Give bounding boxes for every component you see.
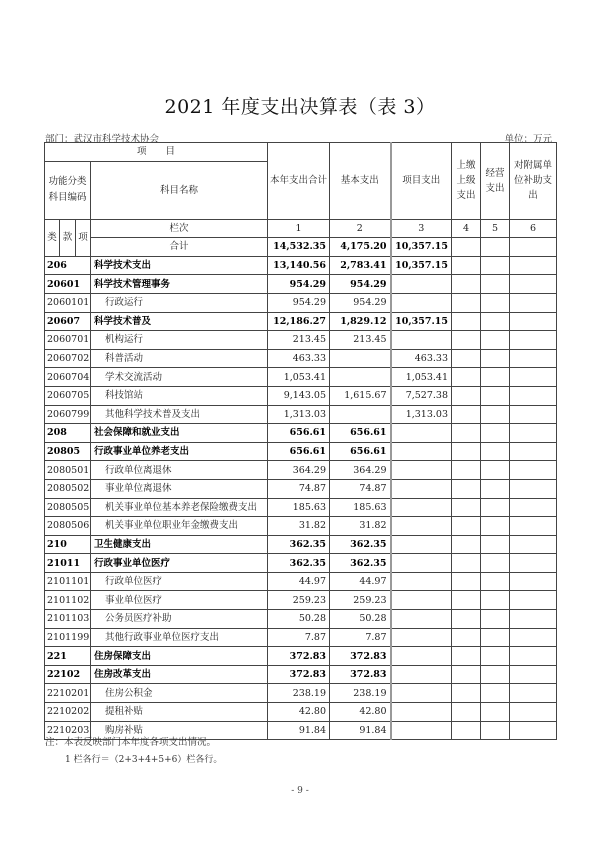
row-col-6 bbox=[510, 591, 557, 610]
row-col-3 bbox=[391, 498, 452, 517]
row-col-6 bbox=[510, 647, 557, 666]
table-row bbox=[45, 368, 557, 387]
row-col-1: 31.82 bbox=[268, 517, 330, 536]
table-row bbox=[45, 331, 557, 350]
row-col-5 bbox=[481, 535, 510, 554]
row-col-5 bbox=[481, 647, 510, 666]
row-col-1: 44.97 bbox=[268, 572, 330, 591]
row-col-6 bbox=[510, 368, 557, 387]
table-row bbox=[45, 461, 557, 480]
row-col-2: 1,829.12 bbox=[330, 312, 391, 331]
row-col-6 bbox=[510, 535, 557, 554]
table-row bbox=[45, 628, 557, 647]
row-code: 2101199 bbox=[45, 628, 91, 647]
row-col-4 bbox=[452, 442, 481, 461]
row-col-2: 238.19 bbox=[330, 684, 391, 703]
row-col-5 bbox=[481, 293, 510, 312]
row-col-5 bbox=[481, 312, 510, 331]
row-code: 2060705 bbox=[45, 386, 91, 405]
col-number-5: 5 bbox=[481, 219, 510, 238]
row-name: 科学技术支出 bbox=[91, 256, 268, 275]
row-col-5 bbox=[481, 591, 510, 610]
row-col-6 bbox=[510, 386, 557, 405]
row-code: 206 bbox=[45, 256, 91, 275]
table-row bbox=[45, 554, 557, 573]
row-name: 公务员医疗补助 bbox=[91, 610, 268, 629]
unit-label: 单位：万元 bbox=[504, 134, 552, 145]
row-name: 事业单位离退休 bbox=[91, 479, 268, 498]
table-row bbox=[45, 610, 557, 629]
row-code: 2060799 bbox=[45, 405, 91, 424]
row-col-1: 7.87 bbox=[268, 628, 330, 647]
row-name: 提租补贴 bbox=[91, 703, 268, 722]
row-code: 2060101 bbox=[45, 293, 91, 312]
row-col-4 bbox=[452, 312, 481, 331]
row-col-1: 372.83 bbox=[268, 665, 330, 684]
row-code: 20601 bbox=[45, 275, 91, 294]
table-row bbox=[45, 535, 557, 554]
total-row bbox=[45, 238, 557, 257]
row-col-5 bbox=[481, 442, 510, 461]
table-row bbox=[45, 684, 557, 703]
row-col-1: 13,140.56 bbox=[268, 256, 330, 275]
row-col-2: 50.28 bbox=[330, 610, 391, 629]
table-row bbox=[45, 424, 557, 443]
row-col-2: 1,615.67 bbox=[330, 386, 391, 405]
department-label: 部门：武汉市科学技术协会 bbox=[45, 134, 160, 145]
row-col-1: 1,053.41 bbox=[268, 368, 330, 387]
row-col-6 bbox=[510, 684, 557, 703]
row-name: 购房补贴 bbox=[91, 721, 268, 740]
row-col-4 bbox=[452, 349, 481, 368]
row-col-6 bbox=[510, 424, 557, 443]
row-name: 机关事业单位职业年金缴费支出 bbox=[91, 517, 268, 536]
row-col-3 bbox=[391, 479, 452, 498]
table-row bbox=[45, 275, 557, 294]
col-number-2: 2 bbox=[330, 219, 391, 238]
row-col-3: 10,357.15 bbox=[391, 256, 452, 275]
col-number-6: 6 bbox=[510, 219, 557, 238]
row-col-1: 372.83 bbox=[268, 647, 330, 666]
note-line-1: 注：本表反映部门本年度各项支出情况。 bbox=[45, 737, 217, 748]
row-col-3 bbox=[391, 424, 452, 443]
row-name: 住房保障支出 bbox=[91, 647, 268, 666]
row-col-2 bbox=[330, 405, 391, 424]
row-col-3 bbox=[391, 610, 452, 629]
row-code: 2080505 bbox=[45, 498, 91, 517]
row-col-3 bbox=[391, 535, 452, 554]
total-col-6 bbox=[510, 238, 557, 257]
row-col-2: 372.83 bbox=[330, 647, 391, 666]
page-number: - 9 - bbox=[291, 786, 309, 796]
row-col-2: 656.61 bbox=[330, 424, 391, 443]
row-col-6 bbox=[510, 554, 557, 573]
row-col-3 bbox=[391, 647, 452, 666]
row-code: 2080501 bbox=[45, 461, 91, 480]
header-func-code: 功能分类科目编码 bbox=[45, 161, 91, 219]
row-col-4 bbox=[452, 517, 481, 536]
row-col-1: 12,186.27 bbox=[268, 312, 330, 331]
row-code: 2210201 bbox=[45, 684, 91, 703]
row-col-5 bbox=[481, 256, 510, 275]
row-name: 行政单位医疗 bbox=[91, 572, 268, 591]
row-col-6 bbox=[510, 610, 557, 629]
row-col-4 bbox=[452, 293, 481, 312]
row-name: 机关事业单位基本养老保险缴费支出 bbox=[91, 498, 268, 517]
row-name: 科学技术普及 bbox=[91, 312, 268, 331]
row-col-1: 238.19 bbox=[268, 684, 330, 703]
row-col-3 bbox=[391, 665, 452, 684]
row-col-4 bbox=[452, 684, 481, 703]
row-col-4 bbox=[452, 554, 481, 573]
row-col-3 bbox=[391, 684, 452, 703]
row-col-6 bbox=[510, 498, 557, 517]
table-row bbox=[45, 479, 557, 498]
row-name: 行政事业单位养老支出 bbox=[91, 442, 268, 461]
row-col-5 bbox=[481, 554, 510, 573]
row-col-2: 7.87 bbox=[330, 628, 391, 647]
col-number-3: 3 bbox=[391, 219, 452, 238]
table-row bbox=[45, 591, 557, 610]
row-col-1: 364.29 bbox=[268, 461, 330, 480]
row-code: 2060704 bbox=[45, 368, 91, 387]
row-name: 科普活动 bbox=[91, 349, 268, 368]
total-col-4 bbox=[452, 238, 481, 257]
row-col-2: 372.83 bbox=[330, 665, 391, 684]
row-col-3 bbox=[391, 461, 452, 480]
row-col-4 bbox=[452, 610, 481, 629]
row-col-3 bbox=[391, 275, 452, 294]
row-col-3: 10,357.15 bbox=[391, 312, 452, 331]
row-col-4 bbox=[452, 461, 481, 480]
row-col-4 bbox=[452, 665, 481, 684]
table-row bbox=[45, 405, 557, 424]
row-col-1: 463.33 bbox=[268, 349, 330, 368]
total-col-5 bbox=[481, 238, 510, 257]
row-code: 221 bbox=[45, 647, 91, 666]
row-name: 行政运行 bbox=[91, 293, 268, 312]
row-col-1: 954.29 bbox=[268, 275, 330, 294]
row-col-3 bbox=[391, 554, 452, 573]
row-col-2 bbox=[330, 368, 391, 387]
row-col-6 bbox=[510, 349, 557, 368]
row-col-6 bbox=[510, 572, 557, 591]
row-name: 住房公积金 bbox=[91, 684, 268, 703]
row-col-2: 31.82 bbox=[330, 517, 391, 536]
row-code: 2080506 bbox=[45, 517, 91, 536]
header-col-2: 基本支出 bbox=[330, 143, 391, 220]
row-col-6 bbox=[510, 628, 557, 647]
note-line-2: 1 栏各行＝（2+3+4+5+6）栏各行。 bbox=[65, 755, 223, 765]
header-lanci: 栏次 bbox=[91, 219, 268, 238]
row-col-5 bbox=[481, 331, 510, 350]
row-code: 2210203 bbox=[45, 721, 91, 740]
row-code: 210 bbox=[45, 535, 91, 554]
col-number-1: 1 bbox=[268, 219, 330, 238]
row-col-2: 185.63 bbox=[330, 498, 391, 517]
row-col-2: 362.35 bbox=[330, 554, 391, 573]
row-col-3 bbox=[391, 517, 452, 536]
row-col-6 bbox=[510, 312, 557, 331]
row-name: 行政单位离退休 bbox=[91, 461, 268, 480]
row-col-6 bbox=[510, 256, 557, 275]
row-col-5 bbox=[481, 479, 510, 498]
total-col-3: 10,357.15 bbox=[391, 238, 452, 257]
total-label: 合计 bbox=[91, 238, 268, 257]
row-name: 科技馆站 bbox=[91, 386, 268, 405]
row-col-6 bbox=[510, 275, 557, 294]
row-col-6 bbox=[510, 479, 557, 498]
row-name: 其他行政事业单位医疗支出 bbox=[91, 628, 268, 647]
row-code: 2101103 bbox=[45, 610, 91, 629]
row-col-5 bbox=[481, 461, 510, 480]
row-col-4 bbox=[452, 647, 481, 666]
row-col-1: 9,143.05 bbox=[268, 386, 330, 405]
row-col-2: 656.61 bbox=[330, 442, 391, 461]
row-col-3: 1,053.41 bbox=[391, 368, 452, 387]
row-col-6 bbox=[510, 665, 557, 684]
row-col-6 bbox=[510, 442, 557, 461]
page-title: 2021 年度支出决算表（表 3） bbox=[164, 96, 436, 118]
row-col-4 bbox=[452, 703, 481, 722]
row-col-3: 463.33 bbox=[391, 349, 452, 368]
row-col-2: 954.29 bbox=[330, 293, 391, 312]
row-col-1: 259.23 bbox=[268, 591, 330, 610]
header-xiang: 项 bbox=[76, 219, 91, 256]
header-col-4: 上缴上级支出 bbox=[452, 143, 481, 220]
row-code: 20607 bbox=[45, 312, 91, 331]
table-row bbox=[45, 386, 557, 405]
row-col-6 bbox=[510, 721, 557, 740]
row-col-5 bbox=[481, 349, 510, 368]
row-col-6 bbox=[510, 517, 557, 536]
expenditure-table bbox=[44, 142, 557, 740]
row-col-5 bbox=[481, 517, 510, 536]
row-col-2: 364.29 bbox=[330, 461, 391, 480]
row-col-2: 2,783.41 bbox=[330, 256, 391, 275]
row-col-4 bbox=[452, 331, 481, 350]
row-col-2 bbox=[330, 349, 391, 368]
row-code: 2101101 bbox=[45, 572, 91, 591]
row-col-3 bbox=[391, 591, 452, 610]
row-code: 21011 bbox=[45, 554, 91, 573]
table-row bbox=[45, 572, 557, 591]
table-row bbox=[45, 442, 557, 461]
row-code: 2210202 bbox=[45, 703, 91, 722]
row-col-2: 362.35 bbox=[330, 535, 391, 554]
header-lei: 类 bbox=[45, 219, 60, 256]
row-col-5 bbox=[481, 368, 510, 387]
total-col-1: 14,532.35 bbox=[268, 238, 330, 257]
row-col-3 bbox=[391, 721, 452, 740]
row-code: 2080502 bbox=[45, 479, 91, 498]
row-code: 22102 bbox=[45, 665, 91, 684]
total-col-2: 4,175.20 bbox=[330, 238, 391, 257]
row-code: 2060701 bbox=[45, 331, 91, 350]
row-col-5 bbox=[481, 721, 510, 740]
row-col-2: 954.29 bbox=[330, 275, 391, 294]
row-col-4 bbox=[452, 405, 481, 424]
row-col-1: 362.35 bbox=[268, 535, 330, 554]
header-col-1: 本年支出合计 bbox=[268, 143, 330, 220]
table-row bbox=[45, 256, 557, 275]
row-col-3 bbox=[391, 293, 452, 312]
row-name: 其他科学技术普及支出 bbox=[91, 405, 268, 424]
header-col-3: 项目支出 bbox=[391, 143, 452, 220]
row-col-4 bbox=[452, 572, 481, 591]
row-code: 2060702 bbox=[45, 349, 91, 368]
col-number-4: 4 bbox=[452, 219, 481, 238]
row-col-5 bbox=[481, 386, 510, 405]
row-col-4 bbox=[452, 498, 481, 517]
row-col-4 bbox=[452, 424, 481, 443]
row-name: 科学技术管理事务 bbox=[91, 275, 268, 294]
table-row bbox=[45, 647, 557, 666]
row-name: 学术交流活动 bbox=[91, 368, 268, 387]
header-item: 项 目 bbox=[45, 143, 268, 162]
row-col-2: 91.84 bbox=[330, 721, 391, 740]
row-col-4 bbox=[452, 535, 481, 554]
row-col-5 bbox=[481, 572, 510, 591]
row-col-1: 213.45 bbox=[268, 331, 330, 350]
row-col-5 bbox=[481, 275, 510, 294]
row-col-4 bbox=[452, 275, 481, 294]
row-col-5 bbox=[481, 628, 510, 647]
row-col-1: 656.61 bbox=[268, 424, 330, 443]
row-col-3 bbox=[391, 331, 452, 350]
row-col-5 bbox=[481, 665, 510, 684]
row-col-1: 362.35 bbox=[268, 554, 330, 573]
row-col-1: 185.63 bbox=[268, 498, 330, 517]
row-col-4 bbox=[452, 628, 481, 647]
row-col-2: 259.23 bbox=[330, 591, 391, 610]
row-col-1: 656.61 bbox=[268, 442, 330, 461]
row-col-3: 1,313.03 bbox=[391, 405, 452, 424]
row-col-1: 74.87 bbox=[268, 479, 330, 498]
row-col-6 bbox=[510, 331, 557, 350]
row-col-2: 213.45 bbox=[330, 331, 391, 350]
row-code: 20805 bbox=[45, 442, 91, 461]
row-col-6 bbox=[510, 461, 557, 480]
row-col-5 bbox=[481, 405, 510, 424]
row-col-1: 954.29 bbox=[268, 293, 330, 312]
table-row bbox=[45, 517, 557, 536]
row-col-4 bbox=[452, 479, 481, 498]
header-col-5: 经营支出 bbox=[481, 143, 510, 220]
table-row bbox=[45, 293, 557, 312]
row-col-1: 50.28 bbox=[268, 610, 330, 629]
row-col-3 bbox=[391, 572, 452, 591]
row-col-4 bbox=[452, 386, 481, 405]
table-row bbox=[45, 703, 557, 722]
row-col-3 bbox=[391, 703, 452, 722]
row-name: 事业单位医疗 bbox=[91, 591, 268, 610]
row-name: 行政事业单位医疗 bbox=[91, 554, 268, 573]
row-code: 208 bbox=[45, 424, 91, 443]
row-code: 2101102 bbox=[45, 591, 91, 610]
row-name: 住房改革支出 bbox=[91, 665, 268, 684]
row-col-6 bbox=[510, 405, 557, 424]
row-col-4 bbox=[452, 256, 481, 275]
row-name: 卫生健康支出 bbox=[91, 535, 268, 554]
row-col-2: 44.97 bbox=[330, 572, 391, 591]
row-name: 社会保障和就业支出 bbox=[91, 424, 268, 443]
row-col-1: 1,313.03 bbox=[268, 405, 330, 424]
row-col-5 bbox=[481, 684, 510, 703]
row-col-3 bbox=[391, 628, 452, 647]
row-col-1: 91.84 bbox=[268, 721, 330, 740]
row-col-6 bbox=[510, 293, 557, 312]
row-col-5 bbox=[481, 498, 510, 517]
header-col-6: 对附属单位补助支出 bbox=[510, 143, 557, 220]
row-col-5 bbox=[481, 424, 510, 443]
row-col-4 bbox=[452, 591, 481, 610]
row-col-3: 7,527.38 bbox=[391, 386, 452, 405]
row-col-2: 42.80 bbox=[330, 703, 391, 722]
row-col-2: 74.87 bbox=[330, 479, 391, 498]
header-subject-name: 科目名称 bbox=[91, 161, 268, 219]
row-col-3 bbox=[391, 442, 452, 461]
table-row bbox=[45, 349, 557, 368]
row-col-5 bbox=[481, 610, 510, 629]
table-row bbox=[45, 312, 557, 331]
row-col-4 bbox=[452, 368, 481, 387]
header-kuan: 款 bbox=[60, 219, 76, 256]
row-col-6 bbox=[510, 703, 557, 722]
row-name: 机构运行 bbox=[91, 331, 268, 350]
table-row bbox=[45, 498, 557, 517]
row-col-4 bbox=[452, 721, 481, 740]
header-row-item bbox=[45, 143, 557, 162]
row-col-5 bbox=[481, 703, 510, 722]
table-row bbox=[45, 665, 557, 684]
row-col-1: 42.80 bbox=[268, 703, 330, 722]
